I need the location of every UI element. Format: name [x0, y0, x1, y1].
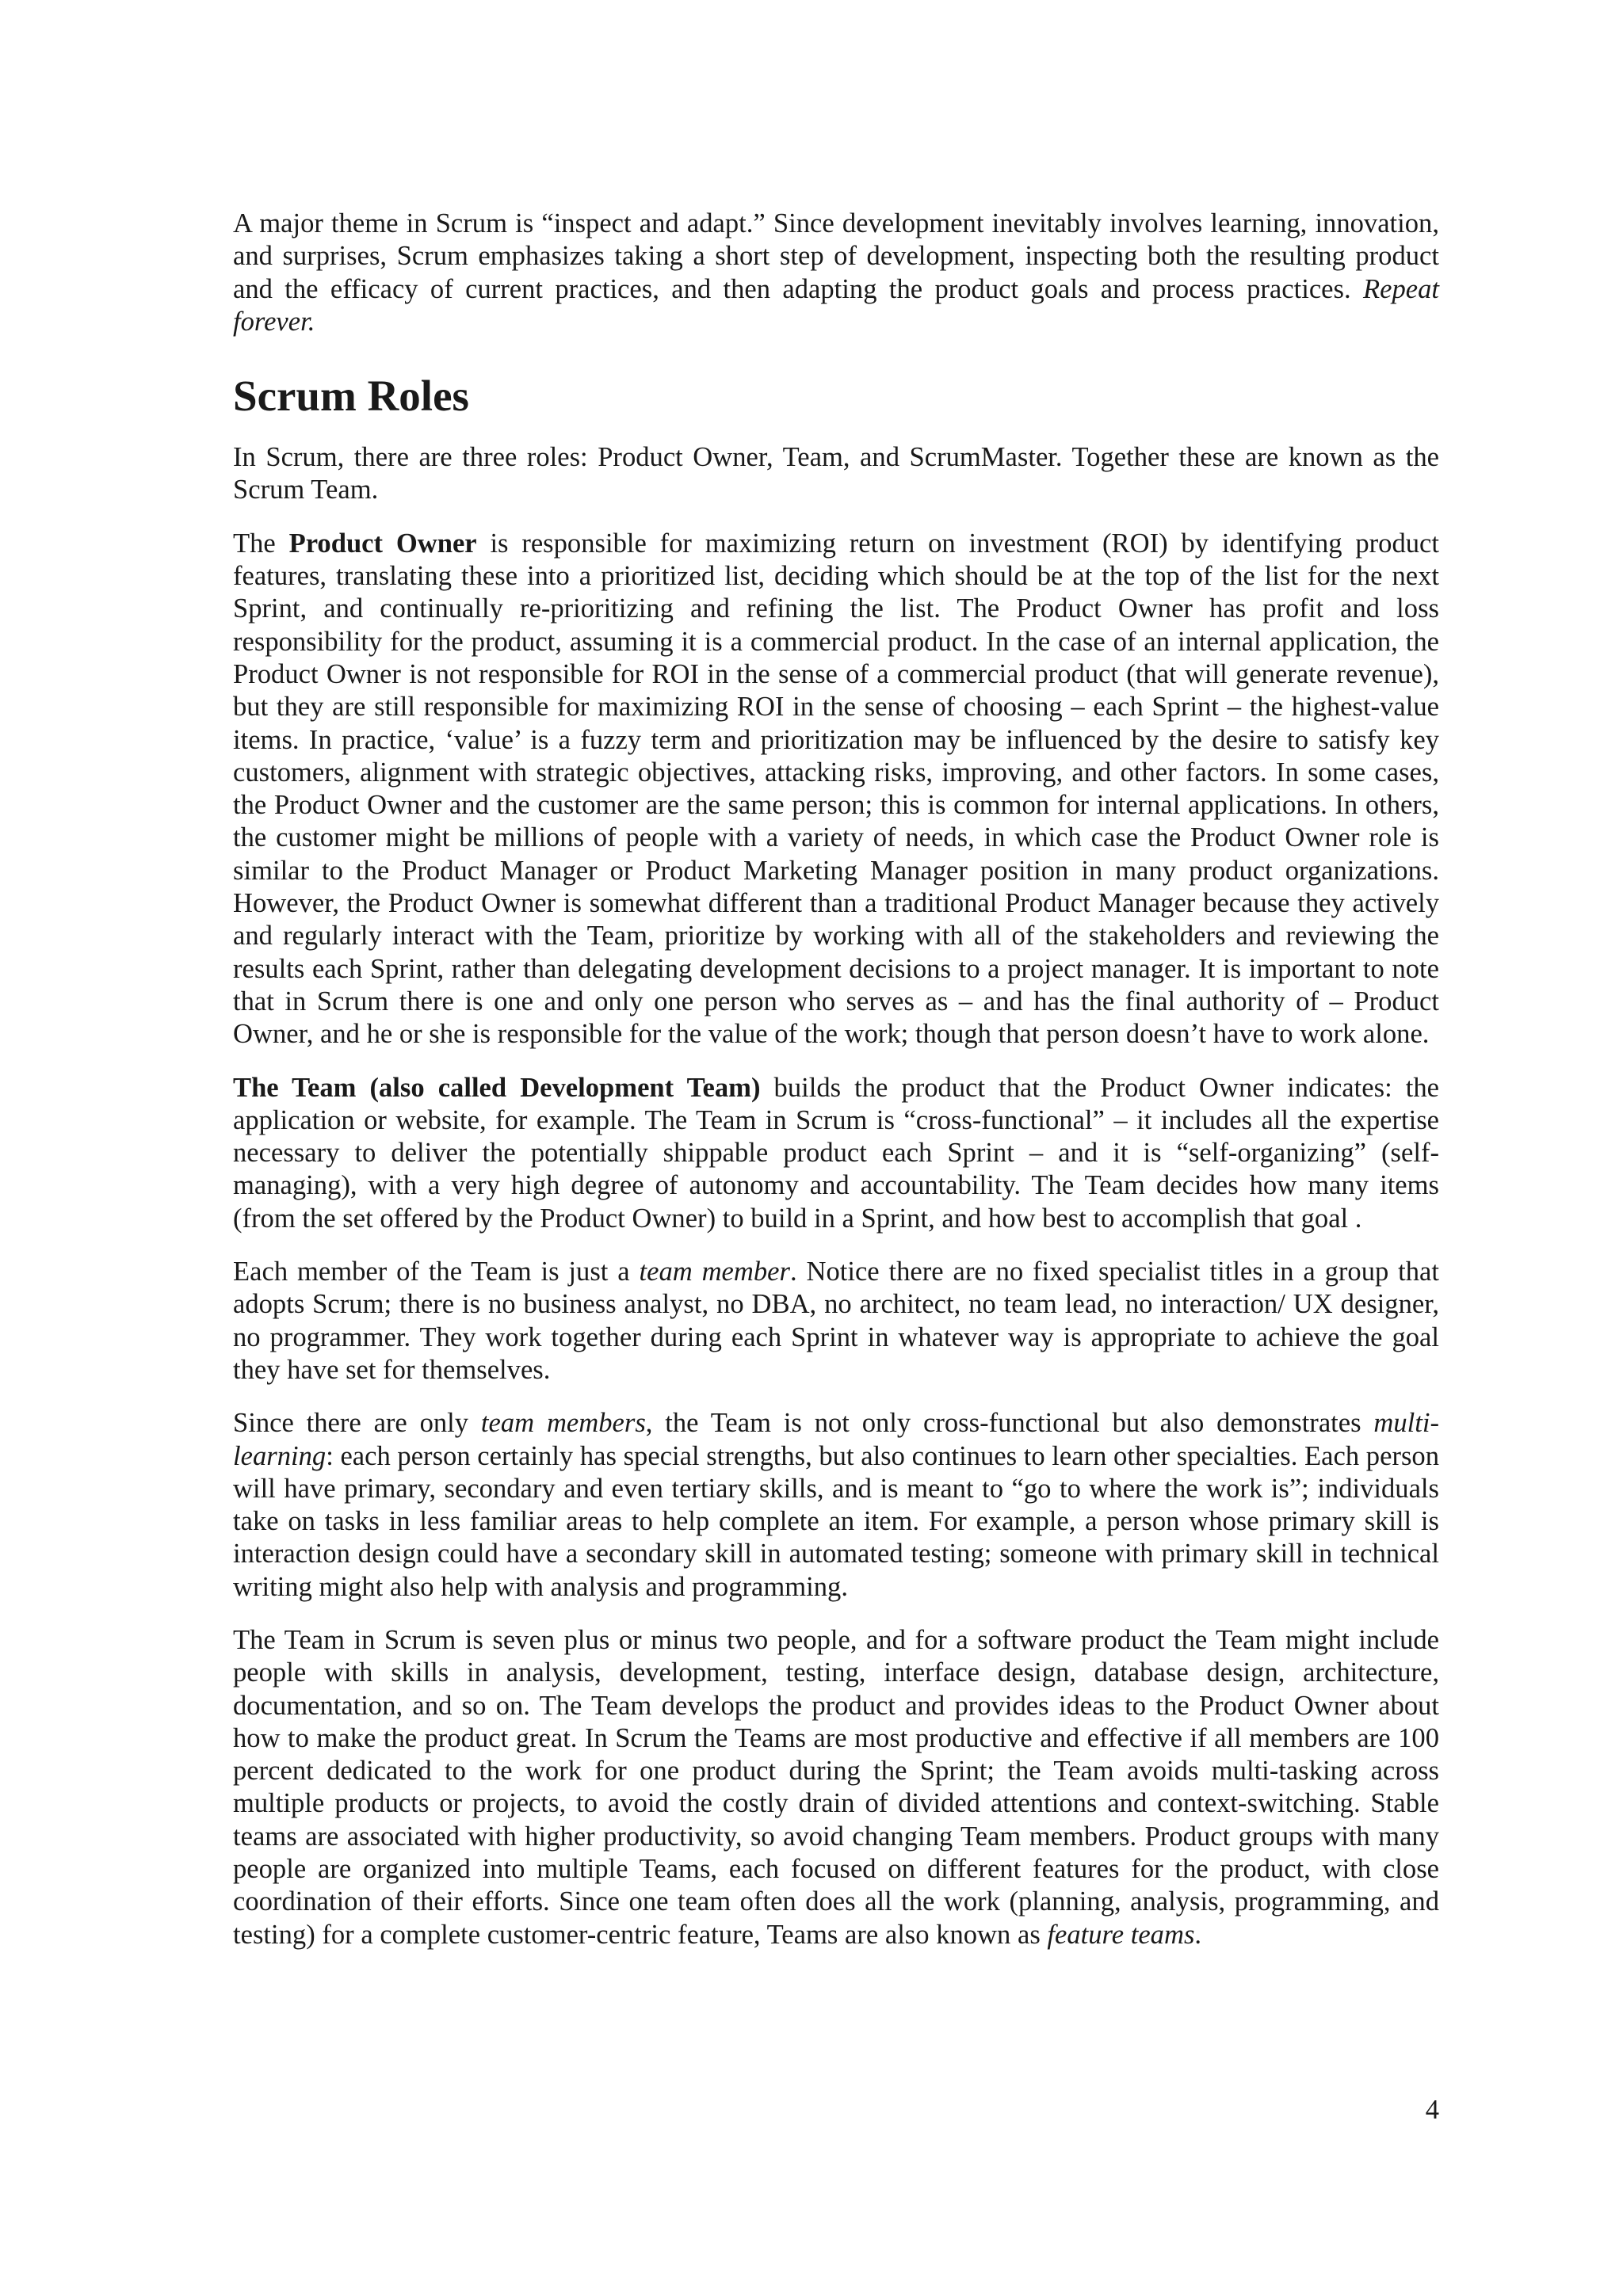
team-member-pre: Each member of the Team is just a: [233, 1257, 640, 1287]
team-member-italic: team member: [639, 1257, 790, 1287]
multi-learning-mid: , the Team is not only cross-functional but also demonstrates: [645, 1408, 1374, 1439]
page-number: 4: [1425, 2095, 1439, 2125]
team-size-paragraph: [233, 1624, 1439, 1951]
roles-intro-paragraph: In Scrum, there are three roles: Product Owner, Team, and ScrumMaster. Together these are known as the Scrum Team.: [233, 442, 1439, 505]
intro-italic: Repeat forever.: [233, 273, 1439, 337]
team-size-italic: feature teams: [1047, 1919, 1195, 1950]
team-text: builds the product that the Product Owner indicates: the application or website, for example. The Team in Scrum is “cross-functional” – it includes all the expertise necessary to deliver the potentially shippable product each Sprint – and it is “self-organizing” (self-managing), with a very high degree of autonomy and accountability. The Team decides how many items (from the set offered by the Product Owner) to build in a Sprint, and how best to accomplish that goal .: [233, 1072, 1439, 1234]
product-owner-paragraph: [233, 528, 1439, 1051]
product-owner-term: Product Owner: [288, 528, 477, 559]
team-term: The Team (also called Development Team): [233, 1072, 761, 1103]
multi-learning-pre: Since there are only: [233, 1408, 481, 1439]
team-size-text: The Team in Scrum is seven plus or minus two people, and for a software product the Team might include people with skills in analysis, development, testing, interface design, database design, architecture, documentation, and so on. The Team develops the product and provides ideas to the Product Owner about how to make the product great. In Scrum the Teams are most productive and effective if all members are 100 percent dedicated to the work for one product during the Sprint; the Team avoids multi-tasking across multiple products or projects, to avoid the costly drain of divided attentions and context-switching. Stable teams are associated with higher productivity, so avoid changing Team members. Product groups with many people are organized into multiple Teams, each focused on different features for the product, with close coordination of their efforts. Since one team often does all the work (planning, analysis, programming, and testing) for a complete customer-centric feature, Teams are also known as: [233, 1624, 1439, 1950]
multi-learning-italic-2: multi-learning: [233, 1408, 1440, 1471]
section-title: Scrum Roles: [233, 372, 469, 421]
product-owner-pre: The: [233, 528, 289, 559]
document-page: [233, 208, 1439, 1972]
multi-learning-paragraph: [233, 1407, 1439, 1604]
multi-learning-italic-1: team members: [480, 1408, 646, 1439]
intro-paragraph: [233, 208, 1439, 338]
intro-text: A major theme in Scrum is “inspect and adapt.” Since development inevitably involves learning, innovation, and surprises, Scrum emphasizes taking a short step of development, inspecting both the resulting product and the efficacy of current practices, and then adapting the product goals and process practices.: [233, 208, 1439, 304]
team-paragraph: [233, 1072, 1439, 1235]
team-member-paragraph: [233, 1256, 1439, 1386]
team-size-end: .: [1194, 1919, 1202, 1950]
multi-learning-text: : each person certainly has special strengths, but also continues to learn other specialties. Each person will have primary, secondary and even tertiary skills, and is meant to “go to where the work is”; individuals take on tasks in less familiar areas to help complete an item. For example, a person whose primary skill is interaction design could have a secondary skill in automated testing; someone with primary skill in technical writing might also help with analysis and programming.: [233, 1440, 1439, 1602]
product-owner-text: is responsible for maximizing return on investment (ROI) by identifying product features, translating these into a prioritized list, deciding which should be at the top of the list for the next Sprint, and continually re-prioritizing and refining the list. The Product Owner has profit and loss responsibility for the product, assuming it is a commercial product. In the case of an internal application, the Product Owner is not responsible for ROI in the sense of a commercial product (that will generate revenue), but they are still responsible for maximizing ROI in the sense of choosing – each Sprint – the highest-value items. In practice, ‘value’ is a fuzzy term and prioritization may be influenced by the desire to satisfy key customers, alignment with strategic objectives, attacking risks, improving, and other factors. In some cases, the Product Owner and the customer are the same person; this is common for internal applications. In others, the customer might be millions of people with a variety of needs, in which case the Product Owner role is similar to the Product Manager or Product Marketing Manager position in many product organizations. However, the Product Owner is somewhat different than a traditional Product Manager because they actively and regularly interact with the Team, prioritize by working with all of the stakeholders and reviewing the results each Sprint, rather than delegating development decisions to a project manager. It is important to note that in Scrum there is one and only one person who serves as – and has the final authority of – Product Owner, and he or she is responsible for the value of the work; though that person doesn’t have to work alone.: [233, 528, 1439, 1050]
team-member-text: . Notice there are no fixed specialist titles in a group that adopts Scrum; there is no business analyst, no DBA, no architect, no team lead, no interaction/ UX designer, no programmer. They work together during each Sprint in whatever way is appropriate to achieve the goal they have set for themselves.: [233, 1257, 1439, 1385]
